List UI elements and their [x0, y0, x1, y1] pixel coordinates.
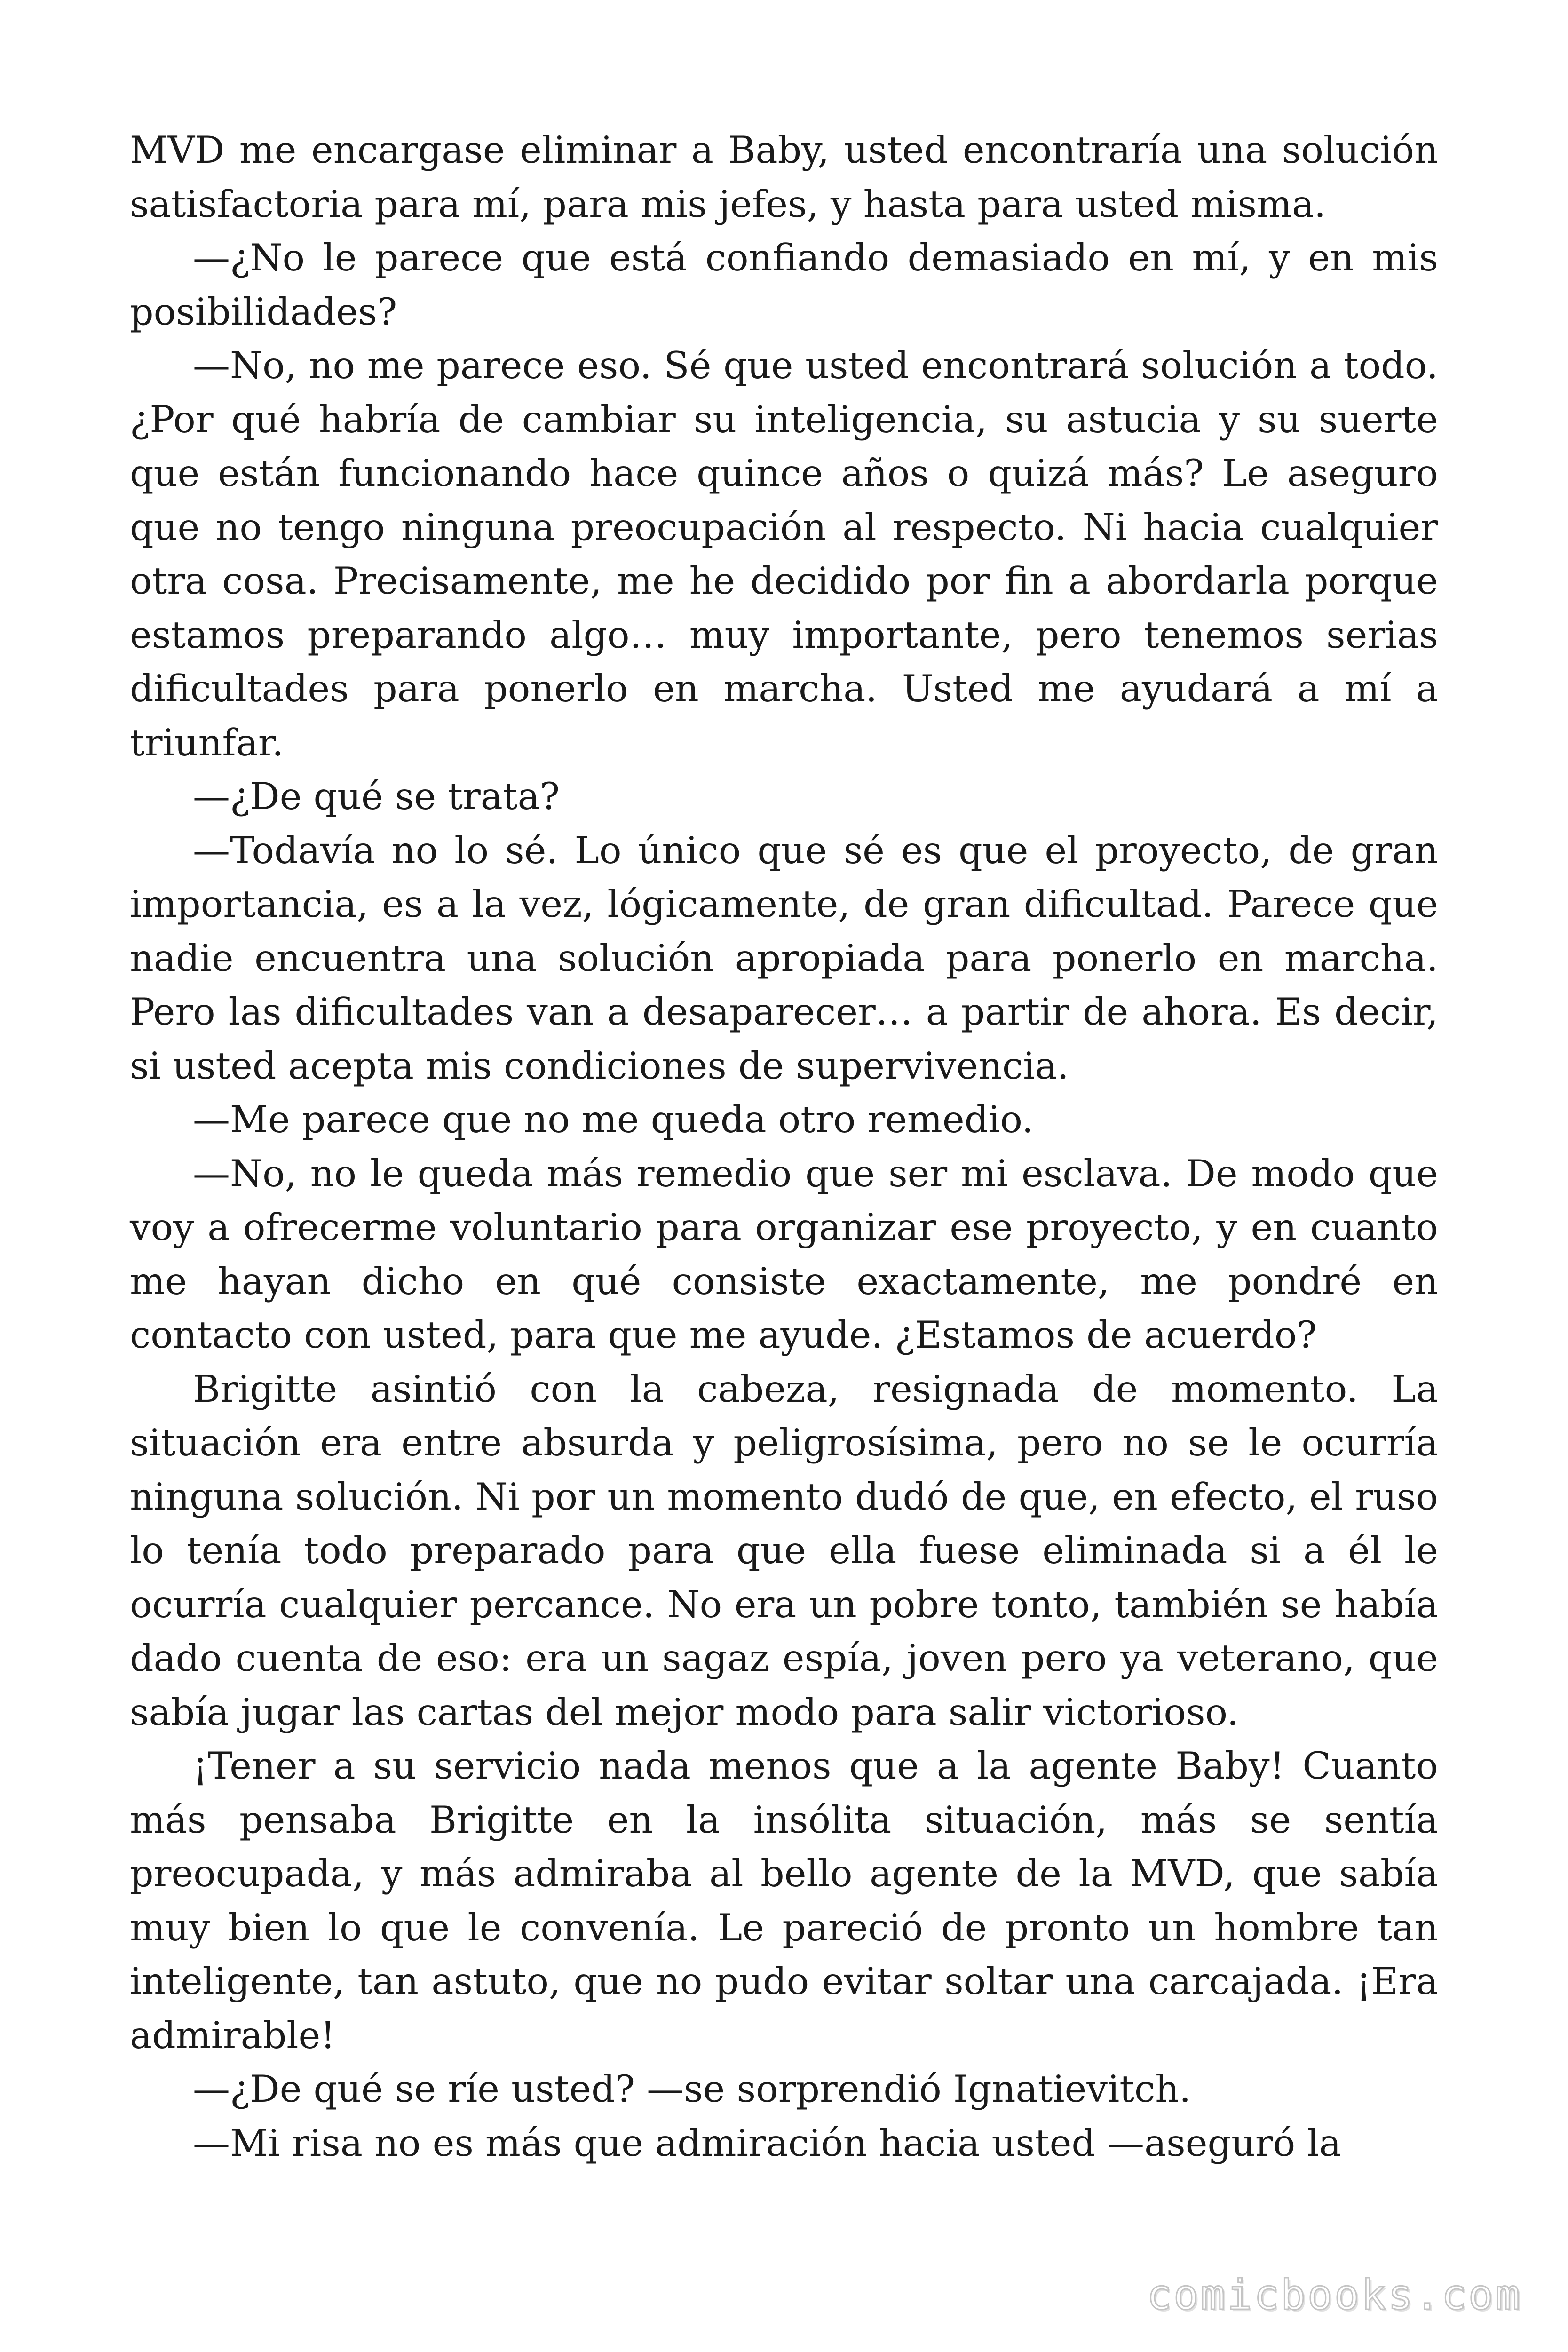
paragraph-6: —Me parece que no me queda otro remedio.	[193, 1098, 1034, 1141]
paragraph-1: MVD me encargase eliminar a Baby, usted encontraría una solución satisfactoria para mí, para mis jefes, y hasta para usted misma.	[130, 128, 1438, 226]
paragraph-4: —¿De qué se trata?	[193, 775, 560, 818]
paragraph-11: —Mi risa no es más que admiración hacia usted —aseguró la	[193, 2121, 1341, 2165]
body-text	[130, 123, 1438, 2170]
paragraph-10: —¿De qué se ríe usted? —se sorprendió Ignatievitch.	[193, 2067, 1191, 2111]
paragraph-8: Brigitte asintió con la cabeza, resignada de momento. La situación era entre absurda y peligrosísima, pero no se le ocurría ninguna solución. Ni por un momento dudó de que, en efecto, el ruso lo tenía todo preparado para que ella fuese eliminada si a él le ocurría cualquier percance. No era un pobre tonto, también se había dado cuenta de eso: era un sagaz espía, joven pero ya veterano, que sabía jugar las cartas del mejor modo para salir victorioso.	[130, 1367, 1438, 1734]
paragraph-9: ¡Tener a su servicio nada menos que a la agente Baby! Cuanto más pensaba Brigitte en la insólita situación, más se sentía preocupada, y más admiraba al bello agente de la MVD, que sabía muy bien lo que le convenía. Le pareció de pronto un hombre tan inteligente, tan astuto, que no pudo evitar soltar una carcajada. ¡Era admirable!	[130, 1744, 1438, 2057]
paragraph-2: —¿No le parece que está confiando demasiado en mí, y en mis posibilidades?	[130, 236, 1438, 334]
watermark: comicbooks.com	[1147, 2271, 1522, 2319]
paragraph-5: —Todavía no lo sé. Lo único que sé es que el proyecto, de gran importancia, es a la vez, lógicamente, de gran dificultad. Parece que nadie encuentra una solución apropiada para ponerlo en marcha. Pero las dificultades van a desaparecer… a partir de ahora. Es decir, si usted acepta mis condiciones de supervivencia.	[130, 828, 1438, 1088]
paragraph-7: —No, no le queda más remedio que ser mi esclava. De modo que voy a ofrecerme voluntario para organizar ese proyecto, y en cuanto me hayan dicho en qué consiste exactamente, me pondré en contacto con usted, para que me ayude. ¿Estamos de acuerdo?	[130, 1152, 1438, 1357]
paragraph-3: —No, no me parece eso. Sé que usted encontrará solución a todo. ¿Por qué habría de cambiar su inteligencia, su astucia y su suerte que están funcionando hace quince años o quizá más? Le aseguro que no tengo ninguna preocupación al respecto. Ni hacia cualquier otra cosa. Precisamente, me he decidido por fin a abordarla porque estamos preparando algo… muy importante, pero tenemos serias dificultades para ponerlo en marcha. Usted me ayudará a mí a triunfar.	[130, 344, 1438, 764]
